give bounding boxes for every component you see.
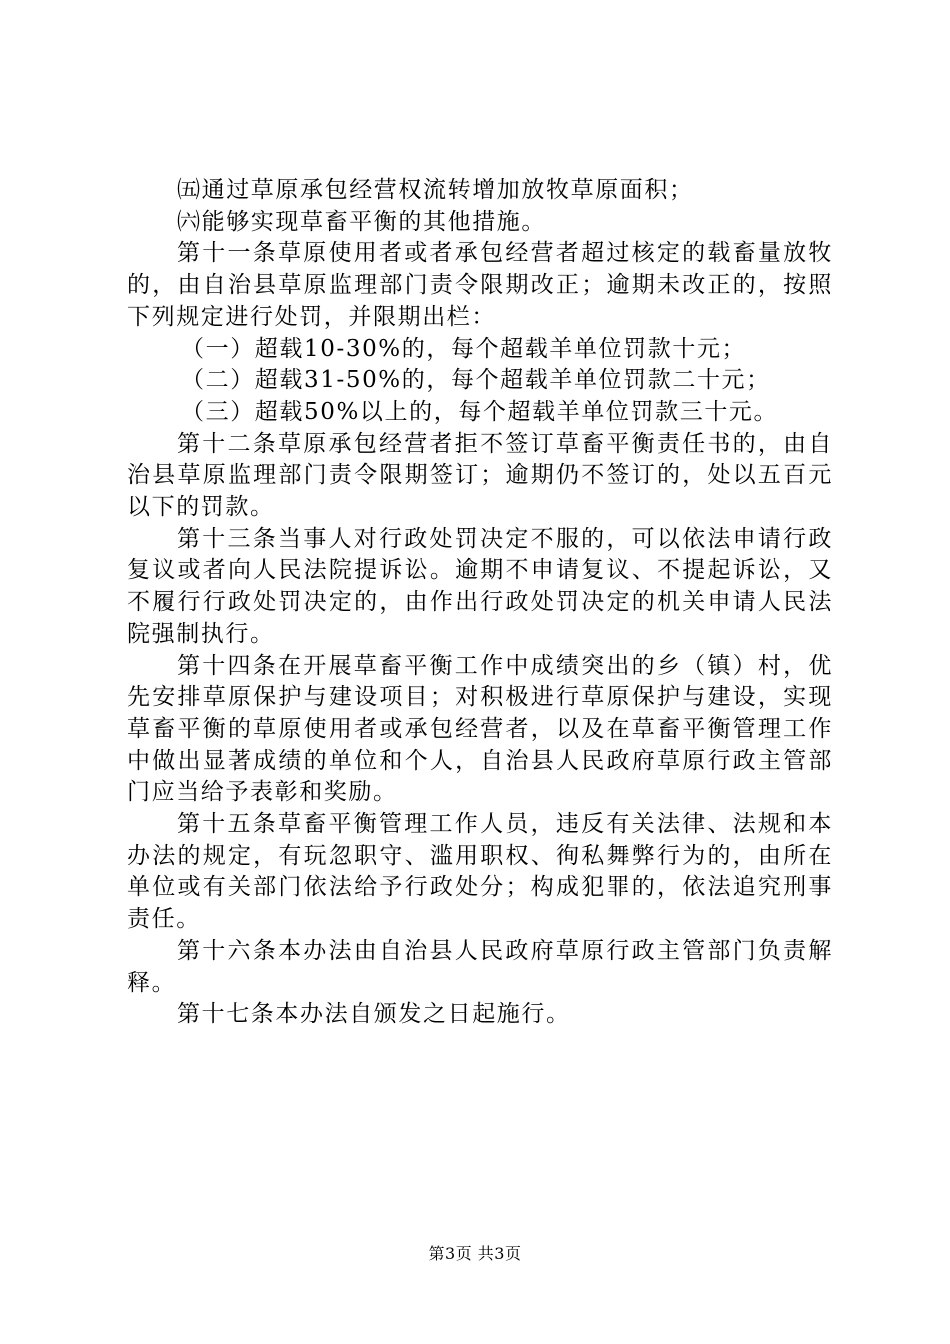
paragraph-article-12: 第十二条草原承包经营者拒不签订草畜平衡责任书的，由自治县草原监理部门责令限期签订；逾期仍不签订的，处以五百元以下的罚款。	[127, 430, 833, 521]
paragraph-item-5: ㈤通过草原承包经营权流转增加放牧草原面积；	[177, 177, 694, 203]
paragraph-article-13: 第十三条当事人对行政处罚决定不服的，可以依法申请行政复议或者向人民法院提诉讼。逾期不申请复议、不提起诉讼，又不履行行政处罚决定的，由作出行政处罚决定的机关申请人民法院强制执行。	[127, 525, 833, 647]
paragraph-item-6: ㈥能够实现草畜平衡的其他措施。	[177, 208, 546, 235]
paragraph-article-14: 第十四条在开展草畜平衡工作中成绩突出的乡（镇）村，优先安排草原保护与建设项目；对积极进行草原保护与建设，实现草畜平衡的草原使用者或承包经营者，以及在草畜平衡管理工作中做出显著成绩的单位和个人，自治县人民政府草原行政主管部门应当给予表彰和奖励。	[127, 652, 833, 806]
paragraph-article-11: 第十一条草原使用者或者承包经营者超过核定的载畜量放牧的，由自治县草原监理部门责令限期改正；逾期未改正的，按照下列规定进行处罚，并限期出栏：	[127, 240, 833, 330]
paragraph-penalty-1: （一）超载10-30%的，每个超载羊单位罚款十元；	[181, 335, 747, 362]
paragraph-article-16: 第十六条本办法由自治县人民政府草原行政主管部门负责解释。	[127, 937, 833, 996]
paragraph-article-15: 第十五条草畜平衡管理工作人员，违反有关法律、法规和本办法的规定，有玩忽职守、滥用职权、徇私舞弊行为的，由所在单位或有关部门依法给予行政处分；构成犯罪的，依法追究刑事责任。	[127, 811, 833, 933]
document-body	[127, 175, 833, 1031]
paragraph-penalty-3: （三）超载50%以上的，每个超载羊单位罚款三十元。	[181, 398, 779, 425]
page-number-footer: 第3页 共3页	[428, 1244, 522, 1263]
paragraph-article-17: 第十七条本办法自颁发之日起施行。	[177, 1001, 571, 1028]
paragraph-penalty-2: （二）超载31-50%的，每个超载羊单位罚款二十元；	[181, 367, 771, 394]
